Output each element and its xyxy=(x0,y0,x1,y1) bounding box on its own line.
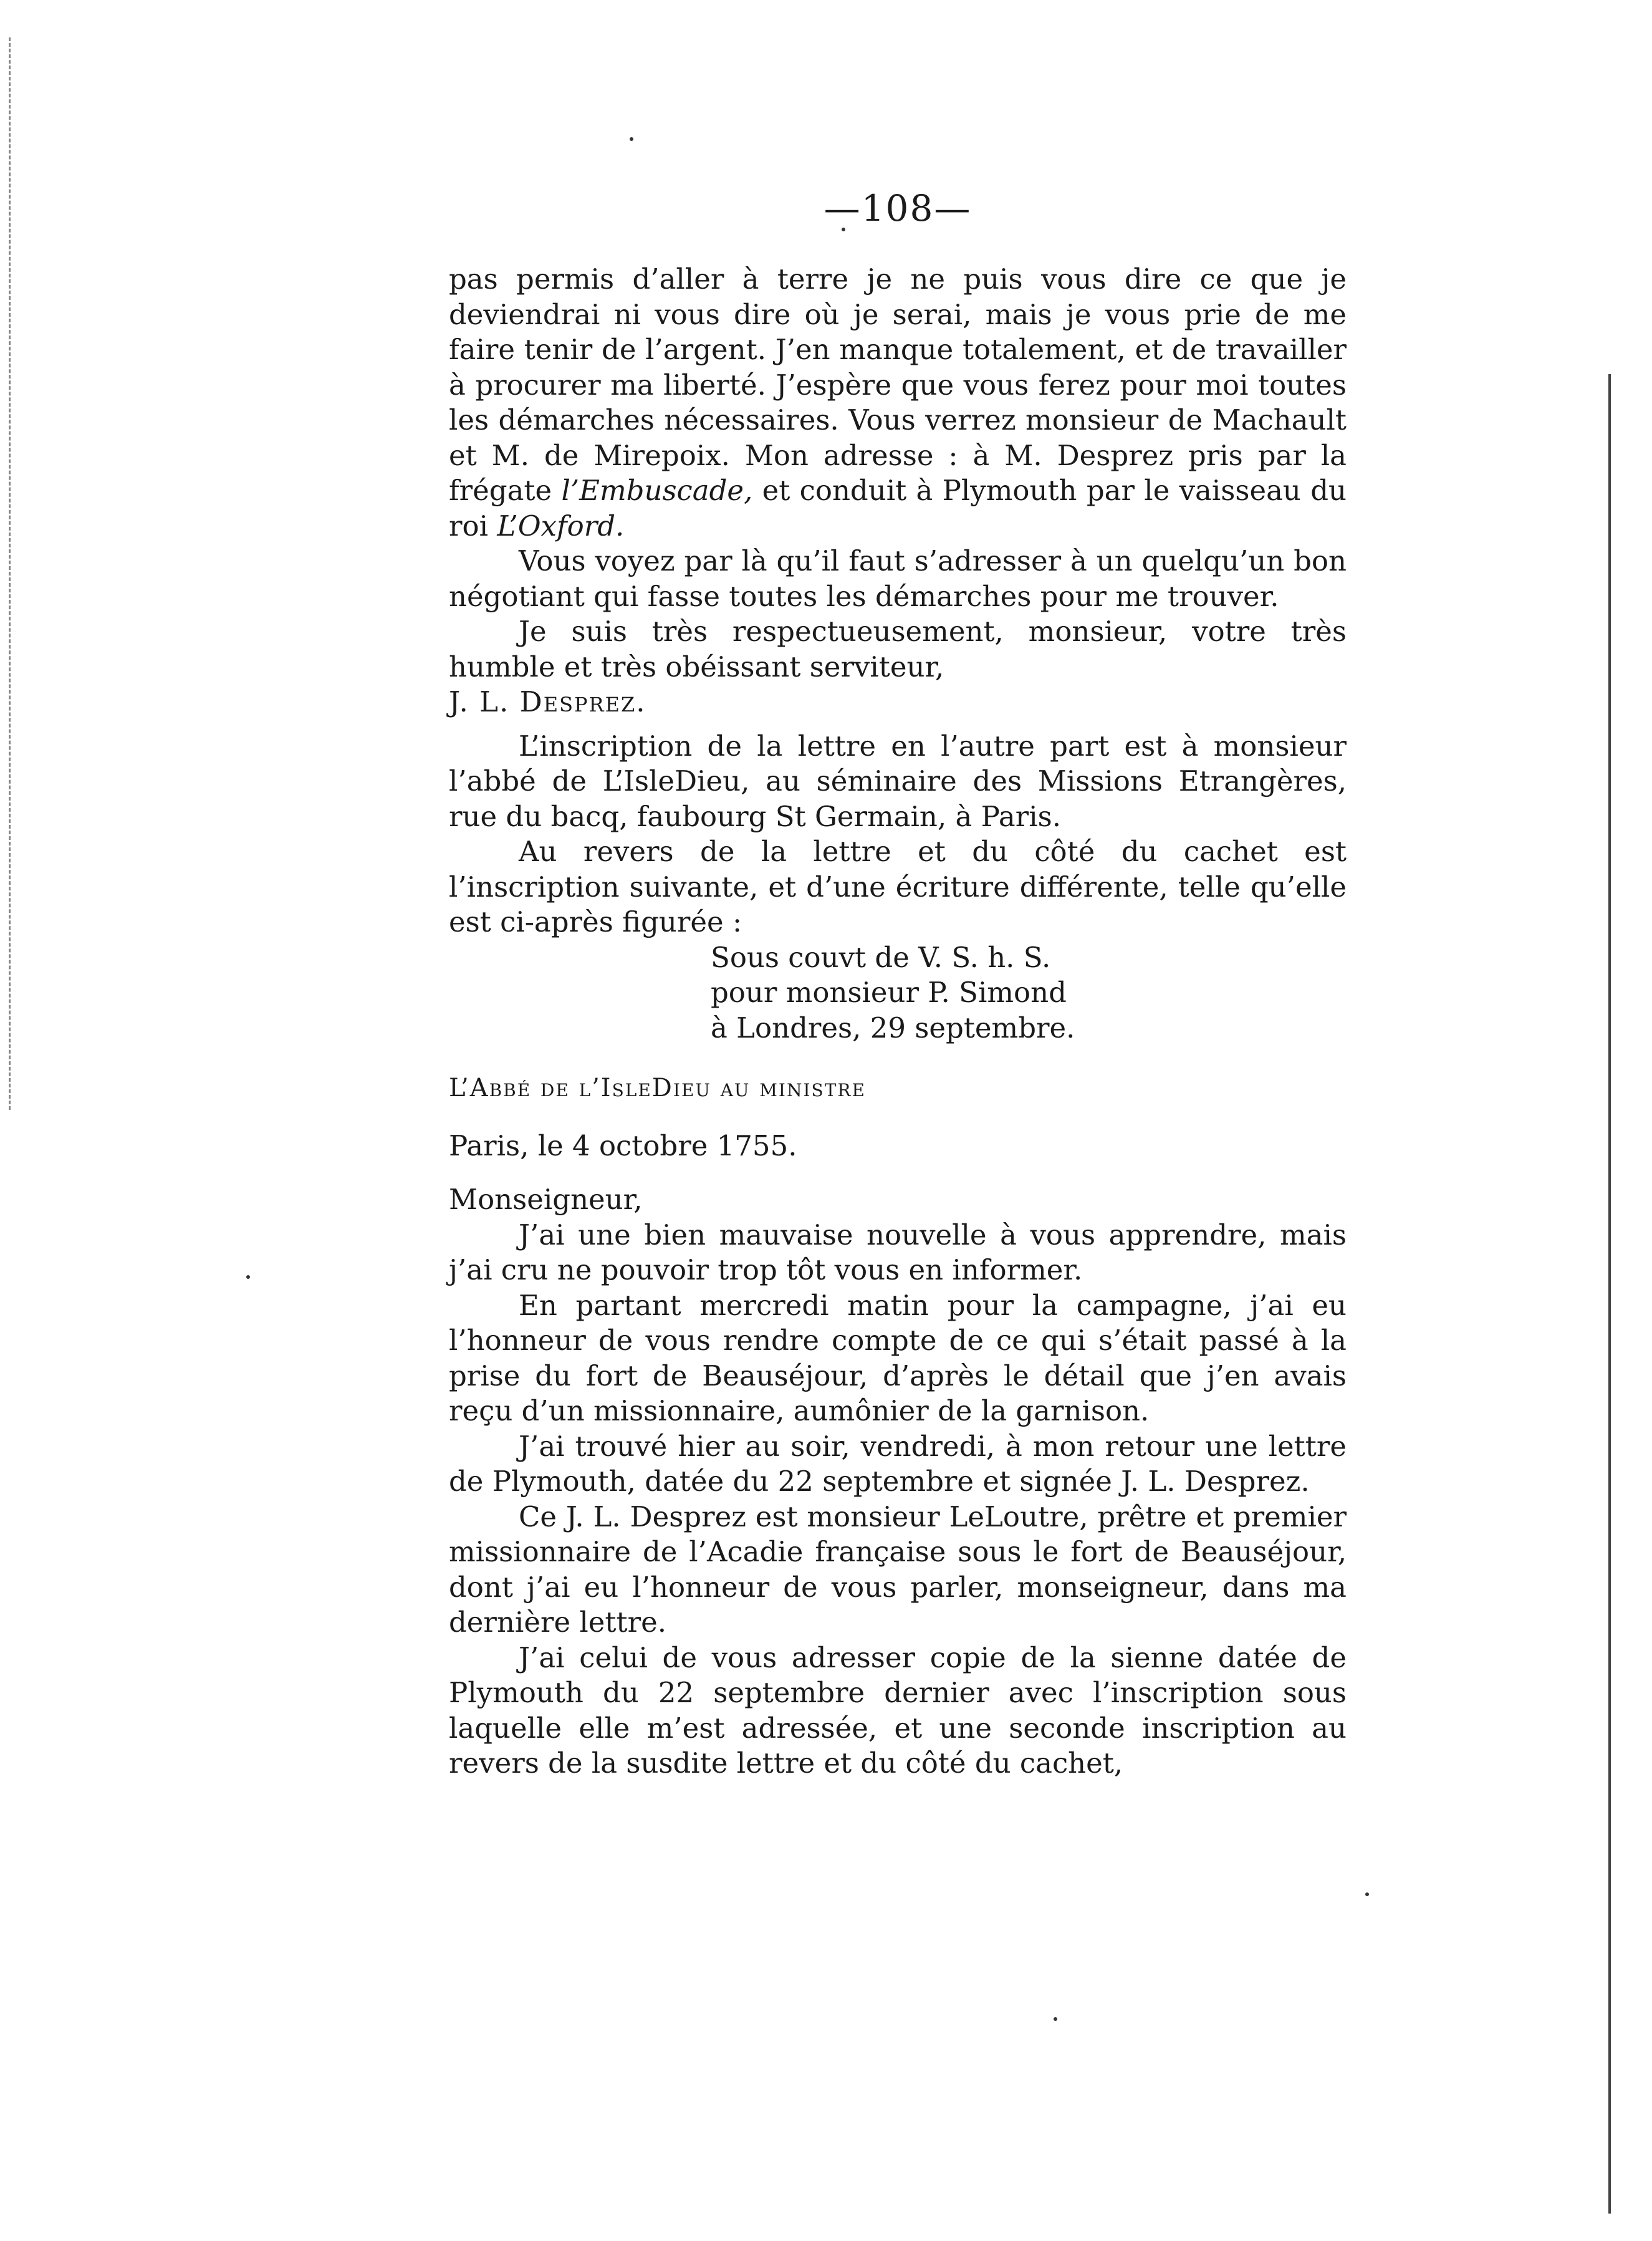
note-paragraph: Au revers de la lettre et du côté du cachet est l’inscription suivante, et d’une écriture différente, telle qu’elle est ci-après figurée : xyxy=(449,835,1347,938)
page-text xyxy=(449,262,1347,1781)
dateline: Paris, le 4 octobre 1755. xyxy=(449,1129,797,1162)
scan-speck xyxy=(246,1275,250,1279)
note-paragraph: L’inscription de la lettre en l’autre part est à monsieur l’abbé de L’IsleDieu, au séminaire des Missions Etrangères, rue du bacq, faubourg St Germain, à Paris. xyxy=(449,729,1347,833)
address-line: pour monsieur P. Simond xyxy=(711,976,1067,1009)
scan-right-edge xyxy=(1608,374,1614,2214)
section-heading: L’Abbé de l’IsleDieu au ministre xyxy=(449,1074,866,1102)
ship-name: L’Oxford. xyxy=(497,509,625,542)
letter-paragraph: Vous voyez par là qu’il faut s’adresser à un quelqu’un bon négotiant qui fasse toutes les démarches pour me trouver. xyxy=(449,544,1347,613)
scan-left-edge xyxy=(9,37,14,1110)
letter-paragraph: J’ai celui de vous adresser copie de la sienne datée de Plymouth du 22 septembre dernier avec l’inscription sous laquelle elle m’est adressée, et une seconde inscription au revers de la susdite lettre et du côté du cachet, xyxy=(449,1641,1347,1780)
letter-text: pas permis d’aller à terre je ne puis vous dire ce que je deviendrai ni vous dire où je serai, mais je vous prie de me faire tenir de l’argent. J’en manque totalement, et de travailler à procurer ma liberté. J’espère que vous ferez pour moi toutes les démarches nécessaires. Vous verrez monsieur de Machault et M. de Mirepoix. Mon adresse : à M. Desprez pris par la frégate xyxy=(449,263,1347,507)
spacer xyxy=(449,720,1347,729)
page-number: —108— xyxy=(824,187,972,229)
signature: J. L. Desprez. xyxy=(449,685,646,718)
salutation: Monseigneur, xyxy=(449,1183,643,1216)
letter-paragraph: Ce J. L. Desprez est monsieur LeLoutre, prêtre et premier missionnaire de l’Acadie française sous le fort de Beauséjour, dont j’ai eu l’honneur de vous parler, monseigneur, dans ma dernière lettre. xyxy=(449,1500,1347,1639)
letter-closing: Je suis très respectueusement, monsieur, votre très humble et très obéissant serviteur, xyxy=(449,615,1347,683)
letter-paragraph: J’ai une bien mauvaise nouvelle à vous apprendre, mais j’ai cru ne pouvoir trop tôt vous en informer. xyxy=(449,1218,1347,1286)
scan-speck xyxy=(1054,2017,1057,2021)
scan-speck xyxy=(630,137,633,141)
letter-paragraph: J’ai trouvé hier au soir, vendredi, à mon retour une lettre de Plymouth, datée du 22 septembre et signée J. L. Desprez. xyxy=(449,1429,1347,1498)
ship-name: l’Embuscade, xyxy=(561,474,753,507)
address-line: Sous couvt de V. S. h. S. xyxy=(711,940,1051,974)
letter-text: et conduit à Plymouth par le vaisseau du roi xyxy=(449,474,1347,542)
letter-paragraph: En partant mercredi matin pour la campagne, j’ai eu l’honneur de vous rendre compte de ce qui s’était passé à la prise du fort de Beauséjour, d’après le détail que j’en avais reçu d’un missionnaire, aumônier de la garnison. xyxy=(449,1288,1347,1427)
scan-speck xyxy=(1365,1892,1369,1896)
address-line: à Londres, 29 septembre. xyxy=(711,1011,1075,1044)
letter-paragraph xyxy=(449,262,1347,544)
